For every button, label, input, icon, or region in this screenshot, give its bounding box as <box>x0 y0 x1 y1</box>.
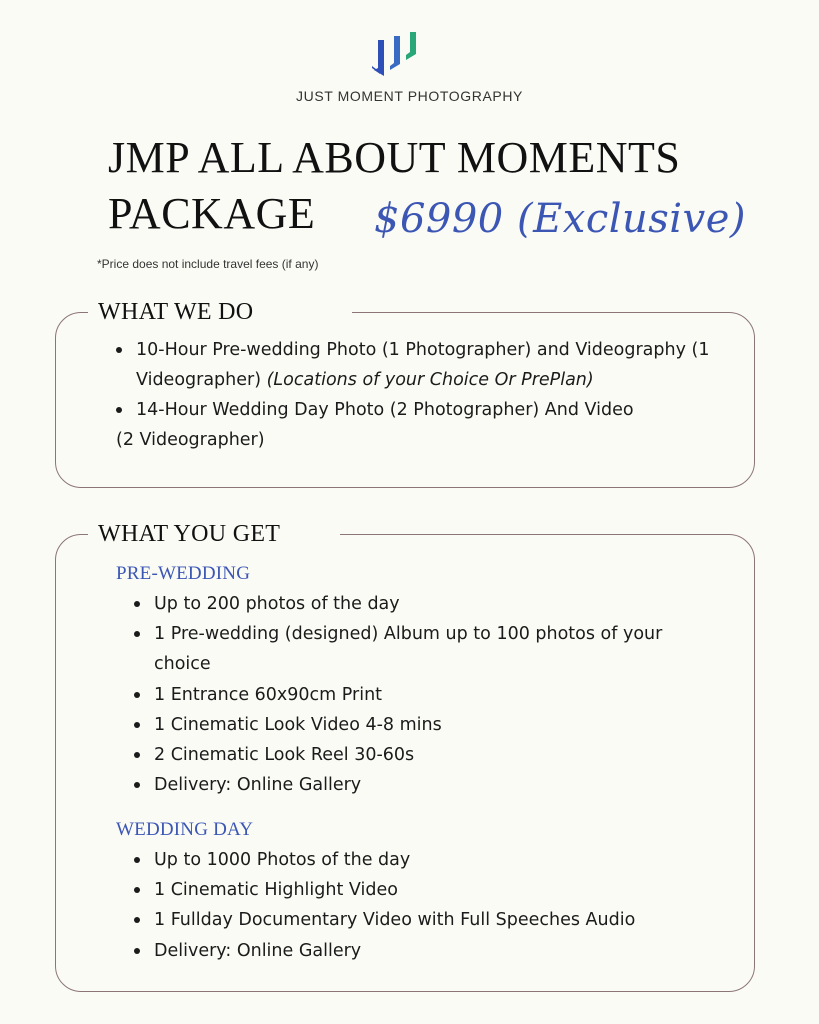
list-item-text: 10-Hour Pre-wedding Photo (1 Photographer) and Videography (1 Videographer) <box>136 340 710 390</box>
package-price: $6990 (Exclusive) <box>374 196 746 242</box>
list-item: 1 Fullday Documentary Video with Full Speeches Audio <box>134 905 714 935</box>
list-item: 1 Entrance 60x90cm Print <box>134 680 714 710</box>
pre-wedding-list <box>134 589 714 800</box>
list-item: 2 Cinematic Look Reel 30-60s <box>134 740 714 770</box>
list-item: Delivery: Online Gallery <box>134 770 714 800</box>
list-item-italic-text: (Locations of your Choice Or PrePlan) <box>266 370 594 390</box>
what-we-do-heading: WHAT WE DO <box>88 299 352 325</box>
wedding-day-heading: WEDDING DAY <box>116 819 254 840</box>
what-you-get-section <box>55 521 755 992</box>
list-item <box>116 395 716 455</box>
pre-wedding-heading: PRE-WEDDING <box>116 563 251 584</box>
list-item-text-continued: (2 Videographer) <box>116 430 265 450</box>
package-title-line-1: JMP ALL ABOUT MOMENTS <box>108 133 681 182</box>
list-item: 1 Pre-wedding (designed) Album up to 100 photos of your choice <box>134 619 714 679</box>
wedding-day-list <box>134 845 714 966</box>
brand-name: JUST MOMENT PHOTOGRAPHY <box>296 88 523 104</box>
package-title-line-2: PACKAGE <box>108 189 316 238</box>
list-item: 1 Cinematic Look Video 4-8 mins <box>134 710 714 740</box>
list-item: Delivery: Online Gallery <box>134 936 714 966</box>
what-you-get-heading: WHAT YOU GET <box>88 521 340 547</box>
jmp-logo-icon <box>370 30 426 80</box>
what-we-do-section <box>55 299 755 488</box>
what-we-do-list <box>116 335 716 455</box>
list-item: 1 Cinematic Highlight Video <box>134 875 714 905</box>
list-item-text: 14-Hour Wedding Day Photo (2 Photographer) And Video <box>136 400 634 420</box>
list-item: Up to 1000 Photos of the day <box>134 845 714 875</box>
list-item <box>116 335 716 395</box>
list-item: Up to 200 photos of the day <box>134 589 714 619</box>
price-note: *Price does not include travel fees (if any) <box>97 257 319 271</box>
